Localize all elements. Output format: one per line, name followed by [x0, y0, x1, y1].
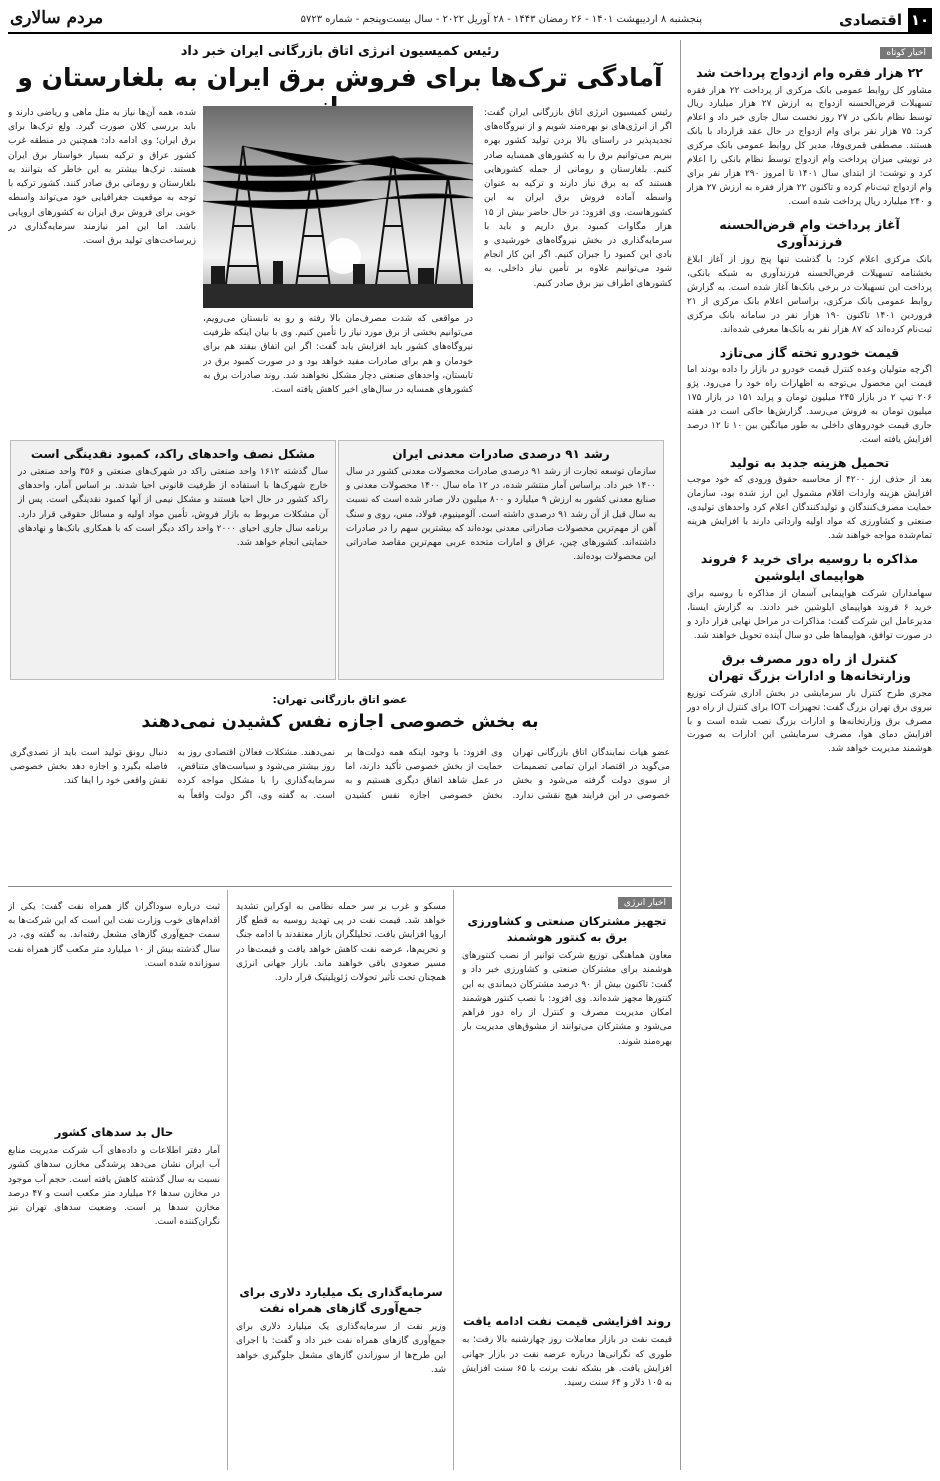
sidebar-article-title: مذاکره با روسیه برای خرید ۶ فروند هواپیمای ایلوشین — [700, 550, 919, 584]
second-story-body: عضو هیات نمایندگان اتاق بازرگانی تهران می‌گوید در اقتصاد ایران تمامی تصمیمات از سوی دولت گرفته می‌شود و بخش خصوصی در این فرایند هیچ نقشی ندارد. وی افزود: با وجود اینکه همه دولت‌ها بر حمایت از بخش خصوصی تأکید دارند، اما در عمل شاهد اتفاق دیگری هستیم و به بخش خصوصی اجازه نفس کشیدن نمی‌دهند. مشکلات فعالان اقتصادی روز به روز بیشتر می‌شود و سیاست‌های متناقض، سرمایه‌گذاری را با مشکل مواجه کرده است. به گفته وی، اگر دولت واقعاً به دنبال رونق تولید است باید از تصدی‌گری فاصله بگیرد و اجازه دهد بخش خصوصی نقش واقعی خود را ایفا کند. — [10, 748, 670, 801]
idle-units-box — [10, 440, 336, 680]
idle-units-text: سال گذشته ۱۶۱۲ واحد صنعتی راکد در شهرک‌های صنعتی و ۳۵۶ واحد صنعتی در خارج شهرک‌ها با استفاده از ظرفیت قانونی احیا شدند. بر اساس آمار، واحدهای راکد کشور در حال احیا هستند و مشکل نیمی از آنها کمبود نقدینگی است. پس از آن مشکلات مربوط به بازار فروش، تأمین مواد اولیه و مسائل حقوقی قرار دارد. برنامه سال جاری احیای ۲۰۰۰ واحد راکد دیگر است که با همکاری بانک‌ها و نهادهای حمایتی انجام خواهد شد. — [18, 467, 328, 549]
lead-kicker: رئیس کمیسیون انرژی اتاق بازرگانی ایران خبر داد — [180, 44, 500, 59]
sidebar-article-text: بانک مرکزی اعلام کرد: با گذشت تنها پنج روز از آغاز ابلاغ بخشنامه تسهیلات قرض‌الحسنه فرزندآوری به شبکه بانکی، پرداخت این تسهیلات در برخی بانک‌ها آغاز شده است. به گزارش روابط عمومی بانک مرکزی، براساس اعلام بانک مرکزی از ۲۱ فروردین ۱۴۰۱ تاکنون ۱۹۰ هزار نفر در سامانه بانک مرکزی ثبت‌نام کرده‌اند که ۸۷ هزار نفر به بانک‌ها معرفی شده‌اند. — [687, 254, 932, 335]
mining-exports-box — [338, 440, 664, 680]
sidebar-article-text: مشاور کل روابط عمومی بانک مرکزی از پرداخت ۲۲ هزار فقره تسهیلات قرض‌الحسنه ازدواج به ارزش ۲۷ هزار میلیارد ریال توسط نظام بانکی در ۲۷ روز نخست سال جاری خبر داد و اعلام کرد: ۷۵ هزار نفر برای وام ازدواج در حال عقد قرارداد با بانک هستند. مصطفی قمری‌وفا، مدیر کل روابط عمومی بانک مرکزی در توییتی میزان پرداخت وام ازدواج توسط نظام بانکی را اعلام کرد و نوشت: از ابتدای سال ۱۴۰۱ تا امروز ۲۹۰ هزار نفر برای وام ازدواج ثبت‌نام کرده و تاکنون ۲۲ هزار فقره به ارزش ۲۷ هزار و ۲۴۰ میلیارد ریال پرداخت شده است. — [687, 85, 932, 207]
lead-headline: آمادگی ترک‌ها برای فروش برق ایران به بلغارستان و — [17, 63, 663, 92]
second-story-headline: به بخش خصوصی اجازه نفس کشیدن نمی‌دهند — [141, 712, 539, 732]
sidebar-article — [687, 650, 932, 758]
lead-column-right: رئیس کمیسیون انرژی اتاق بازرگانی ایران گفت: اگر از انرژی‌های نو بهره‌مند شویم و از نیروگاه‌های تجدیدپذیر در راستای بالا بردن تولید کشور بهره ببریم می‌توانیم برق را به کشورهای همسایه صادر کنیم. بلغارستان و رومانی از جمله کشورهایی هستند که به برق نیاز دارند و ترکیه به عنوان واسطه آماده فروش برق ایران به این کشورهاست. وی افزود: در حال حاضر بیش از ۱۵ هزار مگاوات کمبود برق داریم و باید با سرمایه‌گذاری در بخش نیروگاه‌های خورشیدی و بادی این کمبود را جبران کنیم. اگر این کار انجام شود می‌توانیم علاوه بر تأمین نیاز داخلی، به کشورهای اطراف نیز برق صادر کنیم. — [484, 108, 672, 289]
smart-meter-text: معاون هماهنگی توزیع شرکت توانیر از نصب کنتورهای هوشمند برای مشترکان صنعتی و کشاورزی خبر داد و گفت: تاکنون بیش از ۹۰ درصد مشترکان دیماندی به این کنتورها مجهز شده‌اند. وی افزود: با نصب کنتور هوشمند امکان مدیریت مصرف و کنترل از راه دور فراهم می‌شود و مشترکان می‌توانند از مشوق‌های مدیریت بار بهره‌مند شوند. — [462, 951, 672, 1047]
mining-exports-title: رشد ۹۱ درصدی صادرات معدنی ایران — [392, 447, 610, 461]
sidebar-article — [687, 550, 932, 644]
gas-flare-text: وزیر نفت از سرمایه‌گذاری یک میلیارد دلاری برای جمع‌آوری گازهای همراه نفت خبر داد و گفت: با اجرای این طرح‌ها از سوزاندن گازهای مشعل جلوگیری خواهد شد. — [236, 1322, 446, 1375]
sidebar-article — [687, 216, 932, 338]
energy-column-2-text: مسکو و غرب بر سر حمله نظامی به اوکراین تشدید خواهد شد. قیمت نفت در پی تهدید روسیه به قطع گاز اروپا افزایش یافت. تحلیلگران بازار معتقدند با ادامه جنگ و تحریم‌ها، عرضه نفت کاهش خواهد یافت و قیمت‌ها در مسیر صعودی باقی خواهند ماند. بازار جهانی انرژی همچنان تحت تأثیر تحولات ژئوپلیتیک قرار دارد. — [236, 902, 446, 984]
sidebar-article-text: مجری طرح کنترل بار سرمایشی در بخش اداری شرکت توزیع نیروی برق تهران بزرگ گفت: تجهیزات IOT برای کنترل از راه دور مصرف برق وزارتخانه‌ها و ادارات بزرگ نصب شده است و با افزایش دمای هوا، مصرف سرمایشی این ادارات به صورت هوشمند مدیریت خواهد شد. — [687, 688, 932, 755]
sidebar-article-title: تحمیل هزینه جدید به تولید — [729, 454, 890, 470]
substation-image — [203, 106, 473, 308]
column-divider — [227, 890, 228, 1470]
energy-news-section — [8, 890, 672, 1470]
sidebar-article — [687, 454, 932, 544]
sidebar-article-text: سهامداران شرکت هواپیمایی آسمان از مذاکره با روسیه برای خرید ۶ فروند هواپیمای ایلوشین خبر دادند. به گزارش ایسنا، مدیرعامل این شرکت گفت: مذاکرات در مراحل نهایی قرار دارد و در صورت توافق، هواپیماها طی دو سال آینده تحویل خواهند شد. — [687, 588, 932, 641]
oil-price-text: قیمت نفت در بازار معاملات روز چهارشنبه بالا رفت؛ به طوری که نگرانی‌ها درباره عرضه نفت در بازار جهانی افزایش یافت. هر بشکه نفت برنت با ۶۵ سنت افزایش به ۱۰۵ دلار و ۶۴ سنت رسید. — [462, 1335, 672, 1388]
energy-column-2 — [236, 900, 446, 1470]
lead-body — [8, 104, 672, 470]
lead-column-under-photo: در مواقعی که شدت مصرف‌مان بالا رفته و رو به تابستان می‌رویم، می‌توانیم بخشی از برق مورد نیاز را تأمین کنیم. وی با بیان اینکه ظرفیت نیروگاه‌های کشور باید افزایش یابد گفت: اگر این اتفاق بیفتد هم برای خودمان و هم برای صادرات مفید خواهد بود و در صورت کمبود برق در تابستان، واحدهای صنعتی دچار مشکل نخواهند شد. روند صادرات برق به کشورهای همسایه در سال‌های اخیر کاهش یافته است. — [203, 314, 473, 396]
sidebar-article — [687, 344, 932, 448]
oil-price-title: روند افزایشی قیمت نفت ادامه یافت — [462, 1314, 672, 1329]
divider — [8, 886, 672, 887]
energy-column-3-text: ثبت درباره سوداگران گاز همراه نفت گفت: یکی از اقدام‌های خوب وزارت نفت این است که این شرکت‌ها به سمت جمع‌آوری گازهای مشعل رفته‌اند. به گفته وی، در سال گذشته بیش از ۱۰ میلیارد متر مکعب گاز همراه نفت سوزانده شده است. — [8, 902, 220, 969]
energy-column-3 — [8, 900, 220, 1470]
newspaper-name: مردم سالاری — [10, 8, 104, 28]
section-name: اقتصادی — [839, 11, 902, 29]
sidebar-article-text: اگرچه متولیان وعده کنترل قیمت خودرو در بازار را داده بودند اما قیمت این محصول بی‌توجه به اظهارات راه خود را می‌رود. پژو ۲۰۶ تیپ ۲ در بازار ۲۴۵ میلیون تومان و پراید ۱۵۱ در بازار ۱۷۵ میلیون تومان به فروش می‌رسد. گزارش‌ها حاکی است در هفته جاری قیمت خودروهای داخلی به طور میانگین بین ۱۰ تا ۱۲ درصد افزایش یافته است. — [687, 365, 932, 445]
sidebar-article-text: بعد از حذف ارز ۴۲۰۰ از محاسبه حقوق ورودی که خود موجب افزایش هزینه واردات اقلام مشمول این ارز شده بود، سازمان حمایت مصرف‌کنندگان و تولیدکنندگان اعلام کرد واحدهای تولیدی، صنعتی و کشاورزی که مواد اولیه وارداتی دارند با افزایش هزینه تمام‌شده مواجه خواهند شد. — [687, 475, 932, 541]
page-number: ۱۰ — [908, 8, 932, 32]
dams-title: حال بد سدهای کشور — [54, 1125, 174, 1139]
sidebar-tag: اخبار کوتاه — [880, 47, 932, 59]
sidebar-article-title: ۲۲ هزار فقره وام ازدواج پرداخت شد — [696, 65, 923, 80]
energy-column-1 — [462, 890, 672, 1470]
dateline: پنجشنبه ۸ اردیبهشت ۱۴۰۱ - ۲۶ رمضان ۱۴۴۳ - ۲۸ آوریل ۲۰۲۲ - سال بیست‌و‌پنجم - شماره ۵۷۲۳ — [300, 14, 702, 25]
section-label-group — [839, 8, 932, 32]
short-news-sidebar — [680, 40, 932, 1470]
second-story-kicker: عضو اتاق بازرگانی تهران: — [272, 694, 408, 706]
energy-tag: اخبار انرژی — [618, 897, 672, 909]
lead-column-left: شده، همه آن‌ها نیاز به مثل ماهی و ریاضی دارند و باید بررسی کلان صورت گیرد. ولع ترک‌ها برای برق ایران؛ وی ادامه داد: همچنین در منطقه غرب کشور عراق و ترکیه بسیار خواستار برق ایران هستند. ترک‌ها بیشتر به این خاطر که بتوانند به بلغارستان و رومانی برق صادر کنند. کشور ترکیه با توجه به موقعیت جغرافیایی خود می‌تواند واسطه خوبی برای فروش برق ایران به کشورهای اروپایی باشد. اما این امر نیازمند سرمایه‌گذاری در زیرساخت‌های تولید برق است. — [8, 108, 196, 246]
sidebar-article-title: قیمت خودرو تخته گاز می‌تازد — [719, 344, 900, 360]
sidebar-article-title: کنترل از راه دور مصرف برق وزارتخانه‌ها و ادارات بزرگ تهران — [708, 650, 911, 684]
page-header — [8, 8, 932, 34]
dams-text: آمار دفتر اطلاعات و داده‌های آب شرکت مدیریت منابع آب ایران نشان می‌دهد پرشدگی مخازن سدهای کشور نسبت به سال گذشته کاهش یافته است. حجم آب موجود در مخازن سدها ۲۶ میلیارد متر مکعب است و ۴۷ درصد مخازن سدها پر است. وضعیت سدهای تهران نیز نگران‌کننده است. — [8, 1146, 220, 1228]
sidebar-article — [687, 64, 932, 210]
column-divider — [453, 890, 454, 1470]
power-substation-photo — [203, 106, 473, 308]
mining-exports-text: سازمان توسعه تجارت از رشد ۹۱ درصدی صادرات محصولات معدنی کشور در سال ۱۴۰۰ خبر داد. براساس آمار منتشر شده، در ۱۲ ماه سال ۱۴۰۰ محصولات معدنی و صنایع معدنی کشور به ارزش ۹ میلیارد و ۸۰۰ میلیون دلار صادر شده است که نسبت به سال قبل از آن رشد ۹۱ درصدی داشته است. آلومینیوم، فولاد، مس، روی و سنگ آهن از مهم‌ترین محصولات صادراتی معدنی بوده‌اند که بیشترین سهم را در صادرات داشته‌اند. کشورهای چین، عراق و امارات متحده عربی مهم‌ترین مقاصد صادراتی این محصولات بوده‌اند. — [346, 467, 656, 563]
smart-meter-title: تجهیز مشترکان صنعتی و کشاورزی برق به کنتور هوشمند — [467, 914, 667, 945]
lead-story — [8, 40, 672, 396]
idle-units-title: مشکل نصف واحدهای راکد، کمبود نقدینگی است — [30, 447, 316, 461]
gas-flare-title: سرمایه‌گذاری یک میلیارد دلاری برای جمع‌آوری گازهای همراه نفت — [239, 1285, 443, 1316]
sidebar-article-title: آغاز پرداخت وام قرض‌الحسنه فرزندآوری — [719, 216, 900, 250]
